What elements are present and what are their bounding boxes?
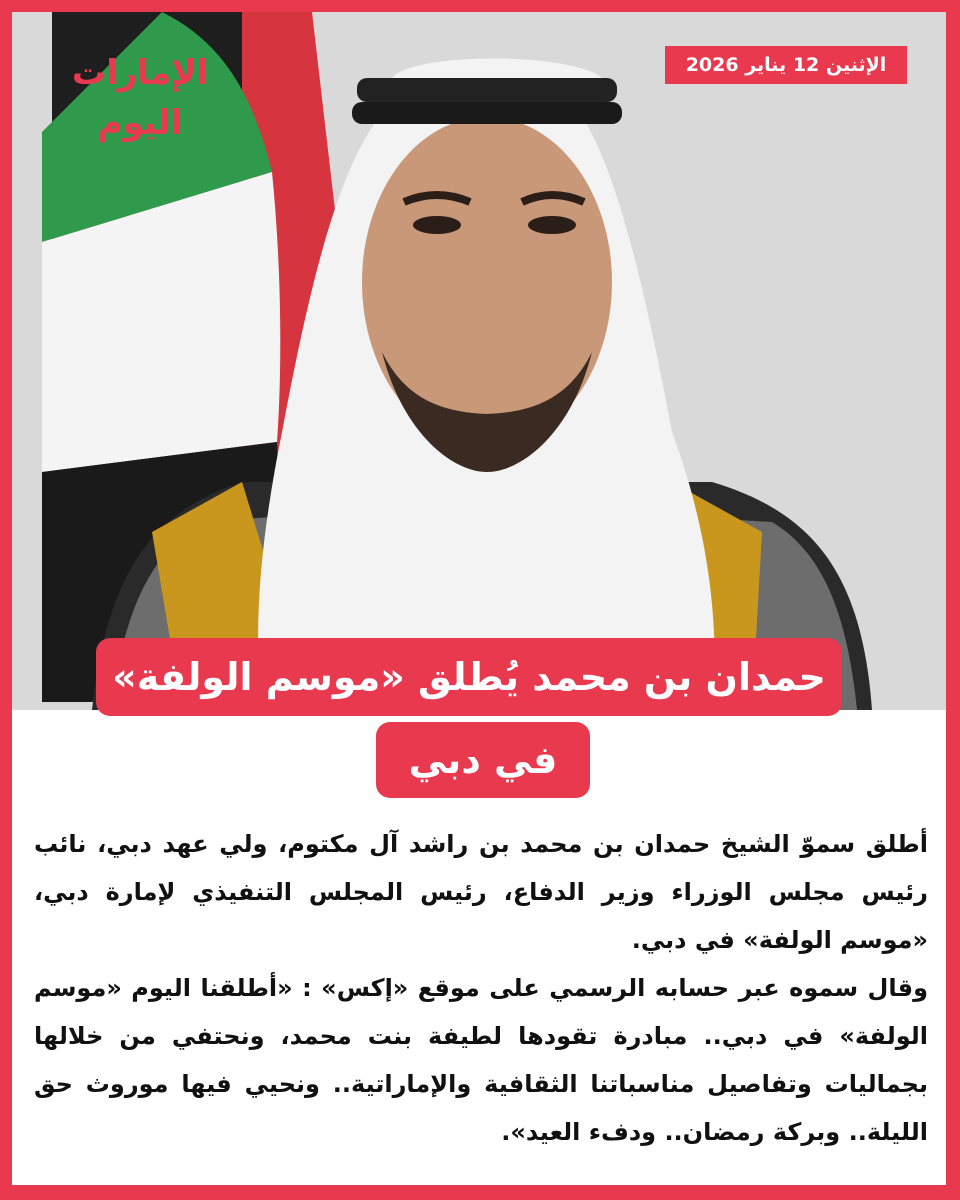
headline-line-2: في دبي bbox=[376, 722, 590, 798]
brand-logo: الإمارات اليوم bbox=[71, 53, 209, 143]
news-card bbox=[12, 12, 946, 1185]
headline-line-1: حمدان بن محمد يُطلق «موسم الولفة» bbox=[96, 638, 842, 716]
article-paragraph-2: وقال سموه عبر حسابه الرسمي على موقع «إكس» : «أطلقنا اليوم «موسم الولفة» في دبي.. مبادرة تقودها لطيفة بنت محمد، ونحتفي من خلالها بجماليات وتفاصيل مناسباتنا الثقافية والإماراتية.. ونحيي فيها موروث حق الليلة.. وبركة رمضان.. ودفء العيد». bbox=[34, 974, 928, 1146]
date-badge: الإثنين 12 يناير 2026 bbox=[665, 46, 907, 84]
article-body bbox=[34, 820, 928, 1180]
article-paragraph-1: أطلق سموّ الشيخ حمدان بن محمد بن راشد آل مكتوم، ولي عهد دبي، نائب رئيس مجلس الوزراء وزير الدفاع، رئيس المجلس التنفيذي لإمارة دبي، «موسم الولفة» في دبي. bbox=[34, 830, 928, 954]
